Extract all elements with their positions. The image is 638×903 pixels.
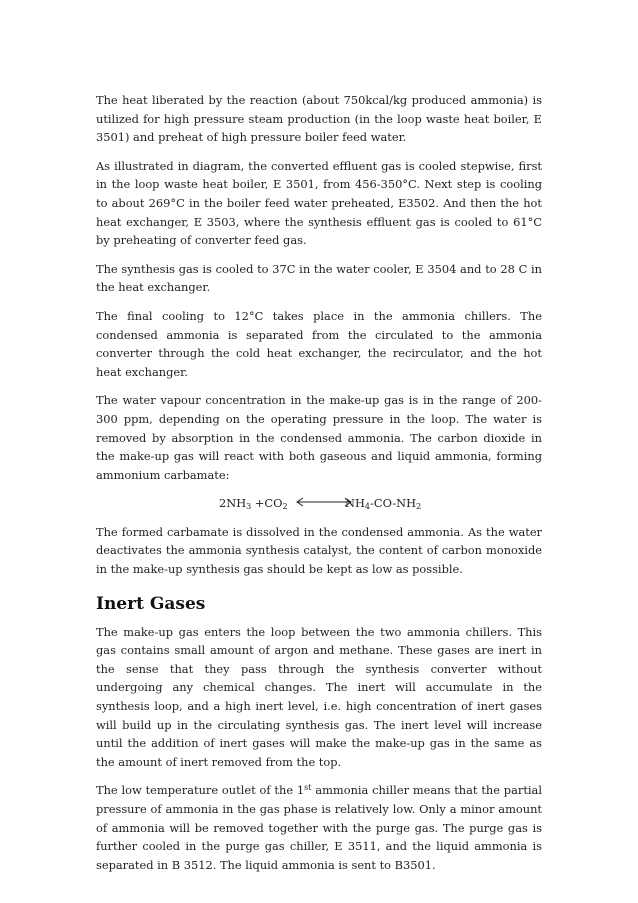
- equation-product: $NH_4-CO-NH_2$: [345, 496, 422, 512]
- paragraph-effluent-cooling: As illustrated in diagram, the converted effluent gas is cooled stepwise, first in the loop waste heat boiler, E 3501, from 456-350°C. Next step is cooling to about 269°C in the boiler feed water preheated, E3502. And then the hot heat exchanger, E 3503, where the synthesis effluent gas is cooled to 61°C by preheating of converter feed gas.: [96, 158, 542, 248]
- carbamate-equation: [96, 494, 542, 513]
- paragraph-heat-liberated: The heat liberated by the reaction (about 750kcal/kg produced ammonia) is utilized for high pressure steam production (in the loop waste heat boiler, E 3501) and preheat of high pressure boiler feed water.: [96, 93, 542, 145]
- section-heading-inert-gases: Inert Gases: [96, 593, 206, 614]
- equation-reactants: $2NH_3 +CO_2$: [219, 496, 288, 512]
- equilibrium-arrow-icon: [296, 497, 352, 507]
- paragraph-make-up-gas: The make-up gas enters the loop between the two ammonia chillers. This gas contains small amount of argon and methane. These gases are inert in the sense that they pass through the synthesis converter without undergoing any chemical changes. The inert will accumulate in the synthesis loop, and a high inert level, i.e. high concentration of inert gases will build up in the circulating synthesis gas. The inert level will increase until the addition of inert gases will make the make-up gas in the same as the amount of inert removed from the top.: [96, 624, 542, 769]
- paragraph-water-vapour: The water vapour concentration in the make-up gas is in the range of 200-300 ppm, depending on the operating pressure in the loop. The water is removed by absorption in the condensed ammonia. The carbon dioxide in the make-up gas will react with both gaseous and liquid ammonia, forming ammonium carbamate:: [96, 393, 542, 482]
- paragraph-low-temperature-outlet: The low temperature outlet of the 1st ammonia chiller means that the partial pressure of ammonia in the gas phase is relatively low. Only a minor amount of ammonia will be removed together with the purge gas. The purge gas is further cooled in the purge gas chiller, E 3511, and the liquid ammonia is separated in B 3512. The liquid ammonia is sent to B3501.: [96, 783, 542, 872]
- paragraph-carbamate-dissolved: The formed carbamate is dissolved in the condensed ammonia. As the water deactivates the ammonia synthesis catalyst, the content of carbon monoxide in the make-up synthesis gas should be kept as low as possible.: [96, 524, 542, 577]
- paragraph-synthesis-gas-cooling: The synthesis gas is cooled to 37C in the water cooler, E 3504 and to 28 C in the heat exchanger.: [96, 261, 542, 295]
- paragraph-final-cooling: The final cooling to 12°C takes place in the ammonia chillers. The condensed ammonia is separated from the circulated to the ammonia converter through the cold heat exchanger, the recirculator, and the hot heat exchanger.: [96, 308, 542, 379]
